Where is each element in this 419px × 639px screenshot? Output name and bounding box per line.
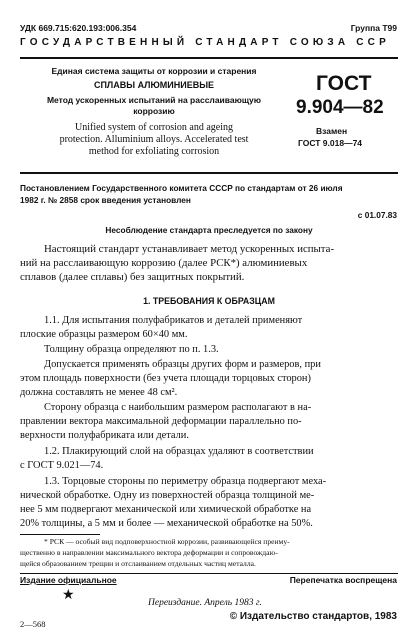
state-standard-banner: ГОСУДАРСТВЕННЫЙ СТАНДАРТ СОЮЗА ССР [20,37,390,48]
top-rule [20,57,398,59]
page-code: 2—568 [20,619,46,629]
section-line: 20% толщины, а 5 мм и более — механической обработке на 50%. [20,518,313,529]
footnote-rule [20,534,100,535]
section-line: этом площадь поверхности (без учета площади торцовых сторон) [20,373,311,384]
legal-warning: Несоблюдение стандарта преследуется по закону [105,225,313,235]
official-edition: Издание официальное [20,575,117,585]
section-line: нической обработке. Одну из поверхностей образца толщиной ме- [20,490,315,501]
intro-line-3: сплавов (далее сплавы) без защитных покрытий. [20,271,245,283]
footnote-line-2: щественно в направлении максимального вектора деформации и сопровождаю- [20,548,278,557]
method-line-1: Метод ускоренных испытаний на расслаивающую [46,95,262,105]
section-line: Допускается применять образцы других форм и размеров, при [44,359,321,370]
section-line: 1.3. Торцовые стороны по периметру образца подвергают меха- [44,476,327,487]
group-code: Группа Т99 [350,23,397,33]
section-heading: 1. ТРЕБОВАНИЯ К ОБРАЗЦАМ [143,296,275,306]
subject-title: СПЛАВЫ АЛЮМИНИЕВЫЕ [93,80,215,90]
star-icon: ★ [62,587,75,603]
intro-line-1: Настоящий стандарт устанавливает метод ускоренных испыта- [44,243,335,255]
decree-line-2: 1982 г. № 2858 срок введения установлен [20,195,191,205]
method-line-2: коррозию [133,106,175,116]
section-line: 1.2. Плакирующий слой на образцах удаляют в соответствии [44,446,314,457]
section-line: плоские образцы размером 60×40 мм. [20,329,188,340]
section-line: верхности полуфабриката или детали. [20,430,189,441]
replaced-standard: ГОСТ 9.018—74 [298,138,363,148]
reprint-prohibited: Перепечатка воспрещена [289,575,397,585]
section-line: нее 5 мм подвергают механической или химической обработке на [20,504,312,515]
footnote-line-1: * РСК — особый вид подповерхностной коррозии, развивающейся преиму- [44,537,290,546]
udk-code: УДК 669.715:620.193:006.354 [20,23,137,33]
publisher-copyright: © Издательство стандартов, 1983 [229,611,397,622]
section-line: Сторону образца с наибольшим размером располагают в на- [44,402,312,413]
system-line: Единая система защиты от коррозии и старения [51,66,257,76]
effective-date: с 01.07.83 [357,210,397,220]
section-line: правлении вектора максимальной деформации параллельно по- [20,416,302,427]
english-title-2: protection. Alluminium alloys. Accelerated test [59,134,249,145]
replaces-label: Взамен [316,126,348,136]
decree-line-1: Постановлением Государственного комитета СССР по стандартам от 26 июля [20,183,343,193]
english-title-3: method for exfoliating corrosion [88,146,220,157]
section-line: с ГОСТ 9.021—74. [20,460,104,471]
gost-label: ГОСТ [316,72,372,95]
title-rule [20,172,398,174]
reissue-note: Переиздание. Апрель 1983 г. [148,598,262,608]
english-title-1: Unified system of corrosion and ageing [74,122,234,133]
gost-number: 9.904—82 [296,97,384,118]
footer-rule [20,573,398,574]
section-line: Толщину образца определяют по п. 1.3. [44,344,219,355]
intro-line-2: ний на расслаивающую коррозию (далее РСК*) алюминиевых [20,257,308,269]
section-line: 1.1. Для испытания полуфабрикатов и деталей применяют [44,315,303,326]
footnote-line-3: щейся образованием трещин и отслаиванием отдельных частиц металла. [20,559,256,568]
section-line: должна составлять не менее 48 см². [20,387,178,398]
